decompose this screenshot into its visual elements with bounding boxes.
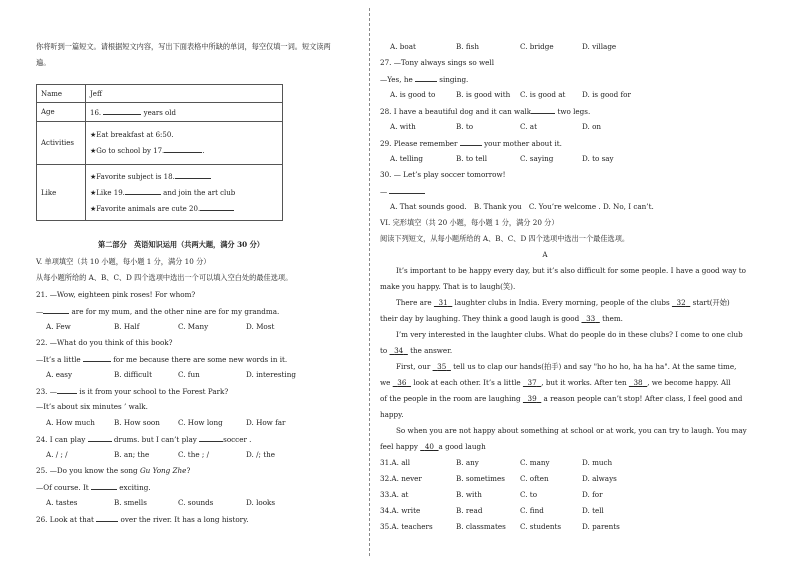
q27-prefix: —Yes, he [380,75,413,84]
table-key-name: Name [37,85,86,103]
cloze-blank-37[interactable] [523,378,541,387]
cloze-blank-40[interactable] [420,442,438,451]
q35-option-a[interactable]: 35.A. teachers [380,522,433,531]
q22-blank[interactable] [83,354,111,362]
q25-option-b[interactable]: B. smells [114,498,147,507]
listening-intro-line1: 你将听到一篇短文。请根据短文内容，写出下面表格中所缺的单词，每空仅填一词。短文读两 [36,42,331,51]
q25-option-d[interactable]: D. looks [246,498,276,507]
table-value-activities [86,122,283,165]
p4-text-8: a reason people can’t stop! After class, I feel good and [543,394,743,403]
q22-suffix: for me because there are some new words in it. [113,355,288,364]
q27-blank[interactable] [415,74,437,82]
p2-text-5: them. [602,314,623,323]
p5-text-1: feel happy [380,442,418,451]
blank-32-number: 32 [676,298,686,307]
q26-option-a[interactable]: A. boat [390,42,416,51]
q25-song-title: Gu Yong Zhe [139,466,187,475]
q24-option-a[interactable]: A. / ; / [46,450,68,459]
question-28 [380,106,590,116]
q25-answer-suffix: exciting. [119,483,151,492]
q24-prefix: 24. I can play [36,435,86,444]
part-two-heading: 第二部分 英语知识运用（共两大题，满分 30 分） [98,240,264,249]
table-key-like: Like [37,165,86,221]
q25-option-c[interactable]: C. sounds [178,498,214,507]
like-2-prefix: ★Like 19. [90,188,125,197]
question-29 [380,138,562,148]
blank-40-number: 40 [424,442,434,451]
q26-option-c[interactable]: C. bridge [520,42,554,51]
q29-option-b[interactable]: B. to tell [456,154,488,163]
q33-option-a[interactable]: 33.A. at [380,490,409,499]
q22-option-d[interactable]: D. interesting [246,370,296,379]
p4-text-5: , but it works. After ten [541,378,627,387]
answer-blank-16[interactable] [103,107,141,115]
cloze-blank-36[interactable] [393,378,411,387]
q31-option-d[interactable]: D. much [582,458,613,467]
q25-prefix: 25. —Do you know the song [36,466,138,475]
cloze-blank-32[interactable] [672,298,690,307]
blank-38-number: 38 [633,378,643,387]
q25-blank[interactable] [91,482,117,490]
cloze-blank-35[interactable] [433,362,451,371]
question-22: 22. —What do you think of this book? [36,338,173,347]
q27-option-a[interactable]: A. is good to [390,90,436,99]
passage-p1-line1: It’s important to be happy every day, but it’s also difficult for some people. I have a good way to [396,266,746,275]
q23-prefix: 23. — [36,387,57,396]
p2-text-2: laughter clubs in India. Every morning, people of the clubs [454,298,670,307]
q26-prefix: 26. Look at that [36,515,94,524]
q25-option-a[interactable]: A. tastes [46,498,78,507]
passage-p1-line2: make you happy. That is to laugh(笑). [380,282,516,291]
q31-option-c[interactable]: C. many [520,458,550,467]
question-21-line2 [36,306,279,316]
p3-text-2: the answer. [410,346,453,355]
question-21: 21. —Wow, eighteen pink roses! For whom? [36,290,196,299]
q29-blank[interactable] [460,138,482,146]
table-value-like [86,165,283,221]
q24-middle: drums. but I can’t play [113,435,197,444]
q23-option-d[interactable]: D. How far [246,418,286,427]
q27-suffix: singing. [439,75,469,84]
passage-p4-line1 [396,362,736,371]
question-27-line2 [380,74,468,84]
q32-option-b[interactable]: B. sometimes [456,474,505,483]
q26-suffix: over the river. It has a long history. [120,515,249,524]
q25-answer-prefix: —Of course. It [36,483,89,492]
answer-blank-20[interactable] [200,203,234,211]
q29-option-c[interactable]: C. saying [520,154,554,163]
q23-blank[interactable] [57,386,77,394]
q34-option-a[interactable]: 34.A. write [380,506,421,515]
answer-blank-17[interactable] [164,145,205,155]
question-23 [36,386,228,396]
q22-option-a[interactable]: A. easy [46,370,73,379]
question-23-line2: —It’s about six minutes ’ walk. [36,402,148,411]
question-24 [36,434,251,444]
blank-39-number: 39 [527,394,537,403]
q32-option-d[interactable]: D. always [582,474,617,483]
question-22-line2 [36,354,287,364]
q21-option-a[interactable]: A. Few [46,322,71,331]
q29-suffix: your mother about it. [484,139,562,148]
q23-option-a[interactable]: A. How much [46,418,95,427]
table-value-name: Jeff [86,85,283,103]
like-1 [90,169,278,185]
answer-blank-18[interactable] [175,171,211,179]
p2-text-1: There are [396,298,432,307]
cloze-blank-31[interactable] [434,298,452,307]
q21-blank[interactable] [43,306,69,314]
p4-text-4: look at each other. It’s a little [413,378,521,387]
q29-option-d[interactable]: D. to say [582,154,614,163]
q28-prefix: 28. I have a beautiful dog and it can walk [380,107,532,116]
q28-option-d[interactable]: D. on [582,122,602,131]
passage-p5-line1: So when you are not happy about something at school or at work, you can try to laugh. You may [396,426,747,435]
p4-text-2: tell us to clap our hands(拍手) and say "ho ho ho, ha ha ha". At the same time, [453,362,737,371]
q21-text: are for my mum, and the other nine are for my grandma. [71,307,280,316]
q29-option-a[interactable]: A. telling [390,154,424,163]
q23-suffix: is it from your school to the Forest Park? [79,387,229,396]
q21-option-c[interactable]: C. Many [178,322,209,331]
q28-option-a[interactable]: A. with [390,122,416,131]
blank-33-number: 33 [586,314,596,323]
q30-dash: — [380,187,388,196]
section-v-instructions: 从每小题所给的 A、B、C、D 四个选项中选出一个可以填入空白处的最佳选项。 [36,273,293,282]
q22-prefix: —It’s a little [36,355,81,364]
q33-option-d[interactable]: D. for [582,490,603,499]
table-key-age: Age [37,103,86,122]
q27-option-d[interactable]: D. is good for [582,90,631,99]
age-suffix: years old [143,109,176,117]
question-30-line2 [380,186,425,196]
listening-table [36,84,283,221]
activity-1: ★Eat breakfast at 6:50. [90,131,174,139]
activity-2-suffix: . [202,147,205,155]
answer-blank-19[interactable] [125,187,161,195]
q28-option-b[interactable]: B. to [456,122,474,131]
cloze-blank-34[interactable] [390,346,408,355]
q32-option-c[interactable]: C. often [520,474,549,483]
cloze-blank-38[interactable] [629,378,647,387]
q25-qmark: ? [186,466,191,475]
p3-text-1: to [380,346,388,355]
q22-option-b[interactable]: B. difficult [114,370,152,379]
q26-blank[interactable] [96,514,118,522]
q21-option-b[interactable]: B. Half [114,322,140,331]
passage-p2-line1 [396,298,730,307]
q23-option-c[interactable]: C. How long [178,418,223,427]
question-30: 30. — Let’s play soccer tomorrow! [380,170,506,179]
p4-text-7: of the people in the room are laughing [380,394,521,403]
q23-option-b[interactable]: B. How soon [114,418,160,427]
q29-prefix: 29. Please remember [380,139,458,148]
q35-option-d[interactable]: D. parents [582,522,620,531]
p2-text-4: their day by laughing. They think a good laugh is good [380,314,580,323]
q27-option-c[interactable]: C. is good at [520,90,566,99]
q24-blank-2[interactable] [199,434,223,442]
q34-option-d[interactable]: D. tell [582,506,604,515]
blank-31-number: 31 [438,298,448,307]
blank-35-number: 35 [437,362,447,371]
p5-text-2: a good laugh [438,442,486,451]
blank-37-number: 37 [527,378,537,387]
blank-36-number: 36 [397,378,407,387]
like-1-text: ★Favorite subject is 18. [90,172,175,181]
like-3-text: ★Favorite animals are cute 20. [90,204,201,213]
p2-text-3: start(开始) [692,298,730,307]
passage-p3-line1: I’m very interested in the laughter clubs. What do people do in these clubs? I come to one club [396,330,743,339]
q35-option-b[interactable]: B. classmates [456,522,506,531]
cloze-blank-39[interactable] [523,394,541,403]
question-27: 27. —Tony always sings so well [380,58,494,67]
age-prefix: 16. [90,109,102,117]
passage-p3-line2 [380,346,452,355]
q28-option-c[interactable]: C. at [520,122,537,131]
q34-option-c[interactable]: C. find [520,506,544,515]
passage-p4-line4: happy. [380,410,404,419]
q33-option-b[interactable]: B. with [456,490,482,499]
passage-p2-line2 [380,314,623,323]
q32-option-a[interactable]: 32.A. never [380,474,422,483]
q24-option-c[interactable]: C. the ; / [178,450,209,459]
q35-option-c[interactable]: C. students [520,522,562,531]
section-vi-heading: VI. 完形填空（共 20 小题，每小题 1 分，满分 20 分） [380,218,559,227]
q28-blank[interactable] [531,106,555,114]
q28-suffix: two legs. [557,107,591,116]
q21-option-d[interactable]: D. Most [246,322,275,331]
q26-option-d[interactable]: D. village [582,42,617,51]
q22-option-c[interactable]: C. fun [178,370,200,379]
passage-p5-line2 [380,442,486,451]
section-v-heading: V. 单项填空（共 10 小题，每小题 1 分，满分 10 分） [36,257,211,266]
q34-option-b[interactable]: B. read [456,506,483,515]
question-25 [36,466,190,475]
question-25-line2 [36,482,151,492]
like-2-suffix: and join the art club [163,188,236,197]
table-key-activities: Activities [37,122,86,165]
table-value-age [86,103,283,122]
passage-p4-line3 [380,394,742,403]
passage-label: A [542,250,548,259]
q24-option-b[interactable]: B. an; the [114,450,150,459]
p4-text-3: we [380,378,391,387]
q24-option-d[interactable]: D. /; the [246,450,275,459]
p4-text-6: , we become happy. All [647,378,731,387]
listening-intro-line2: 遍。 [36,58,51,67]
question-26 [36,514,248,524]
q31-option-a[interactable]: 31.A. all [380,458,411,467]
blank-34-number: 34 [394,346,404,355]
q24-suffix: soccer . [223,435,252,444]
q21-dash: — [36,307,44,316]
q33-option-c[interactable]: C. to [520,490,538,499]
activity-2-prefix: ★Go to school by 17. [90,147,165,155]
column-divider [369,8,370,556]
cloze-blank-33[interactable] [581,314,599,323]
like-3 [90,201,278,217]
section-vi-instructions: 阅读下列短文，从每小题所给的 A、B、C、D 四个选项中选出一个最佳选项。 [380,234,630,243]
like-2 [90,185,278,201]
q31-option-b[interactable]: B. any [456,458,479,467]
q30-options[interactable]: A. That sounds good. B. Thank you C. You’re welcome . D. No, I can’t. [390,202,654,211]
q27-option-b[interactable]: B. is good with [456,90,511,99]
passage-p4-line2 [380,378,731,387]
q26-option-b[interactable]: B. fish [456,42,479,51]
p4-text-1: First, our [396,362,431,371]
activity-2 [90,143,278,159]
q24-blank-1[interactable] [88,434,112,442]
q30-blank[interactable] [389,186,425,194]
